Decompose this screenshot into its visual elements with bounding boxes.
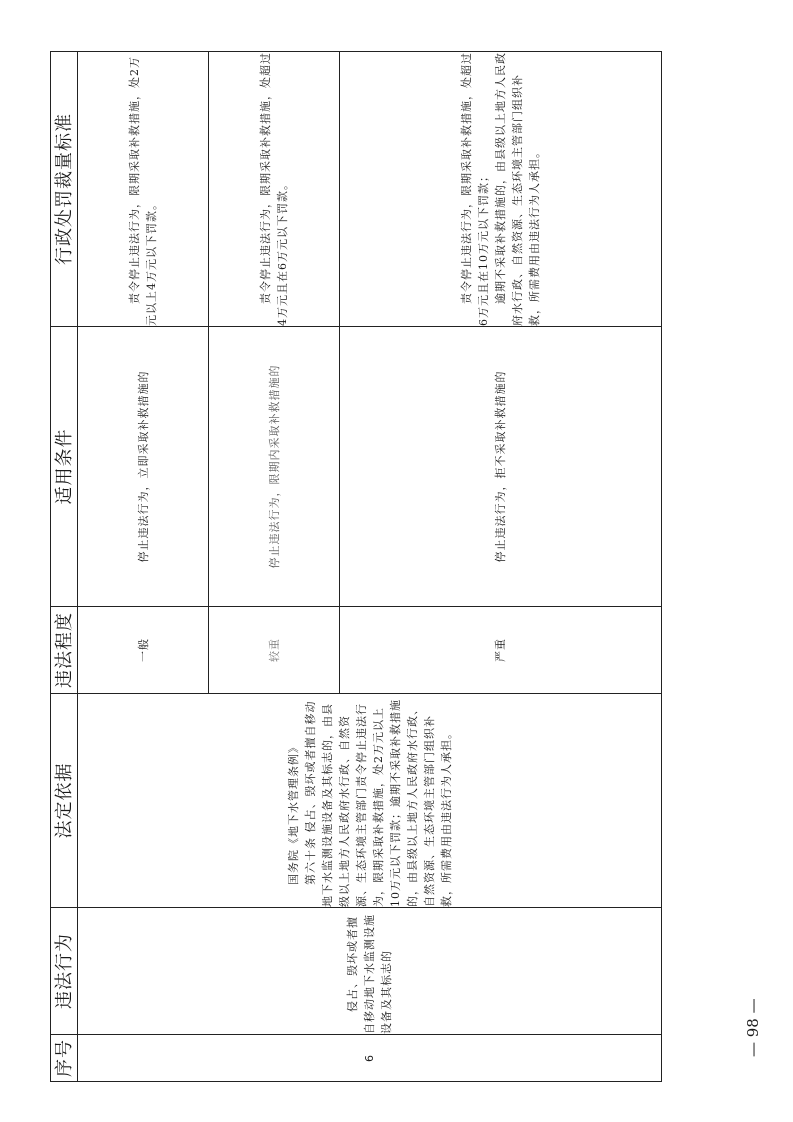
header-legal-basis: 法定依据 bbox=[51, 694, 78, 908]
row-seq-number: 6 bbox=[78, 1035, 662, 1082]
degree-serious: 较重 bbox=[209, 607, 340, 694]
legal-basis-text: 第六十条 侵占、毁坏或者擅自移动地下水监测设施设备及其标志的，由县级以上地方人民政府水行政、自然资源、生态环境主管部门责令停止违法行为，限期采取补救措施，处2万元以上10万元以下罚款；逾期不采取补救措施的，由县级以上地方人民政府水行政、自然资源、生态环境主管部门组织补救，所需费用由违法行为人承担。 bbox=[303, 699, 453, 907]
degree-severe: 严重 bbox=[340, 607, 662, 694]
header-violation: 违法行为 bbox=[51, 908, 78, 1035]
legal-basis-source: 国务院《地下水管理条例》 bbox=[286, 741, 300, 885]
condition-general: 停止违法行为，立即采取补救措施的 bbox=[78, 327, 209, 607]
header-degree: 违法程度 bbox=[51, 607, 78, 694]
condition-severe: 停止违法行为，拒不采取补救措施的 bbox=[340, 327, 662, 607]
standard-serious: 责令停止违法行为，限期采取补救措施，处超过4万元且在6万元以下罚款。 bbox=[259, 52, 289, 326]
standard-severe-cell bbox=[340, 52, 662, 327]
penalty-standard-table bbox=[50, 51, 662, 1082]
violation-text: 侵占、毁坏或者擅自移动地下水监测设施设备及其标志的 bbox=[346, 914, 393, 1034]
header-penalty-standard: 行政处罚裁量标准 bbox=[51, 52, 78, 327]
standard-general-cell bbox=[78, 52, 209, 327]
header-seq: 序号 bbox=[51, 1035, 78, 1082]
legal-basis-cell bbox=[78, 694, 662, 908]
standard-severe-part1: 责令停止违法行为，限期采取补救措施，处超过6万元且在10万元以下罚款； bbox=[460, 52, 490, 326]
standard-serious-cell bbox=[209, 52, 340, 327]
page-number: — 98 — bbox=[744, 998, 762, 1058]
degree-general: 一般 bbox=[78, 607, 209, 694]
table-header-row bbox=[51, 52, 78, 1082]
standard-severe-part2: 逾期不采取补救措施的，由县级以上地方人民政府水行政、自然资源、生态环境主管部门组织补救，所需费用由违法行为人承担。 bbox=[494, 52, 541, 326]
rotated-penalty-table bbox=[50, 52, 662, 1082]
table-row bbox=[78, 52, 209, 1082]
standard-general: 责令停止违法行为，限期采取补救措施，处2万元以上4万元以下罚款。 bbox=[128, 56, 158, 326]
header-condition: 适用条件 bbox=[51, 327, 78, 607]
violation-cell bbox=[78, 908, 662, 1035]
condition-serious: 停止违法行为，限期内采取补救措施的 bbox=[209, 327, 340, 607]
